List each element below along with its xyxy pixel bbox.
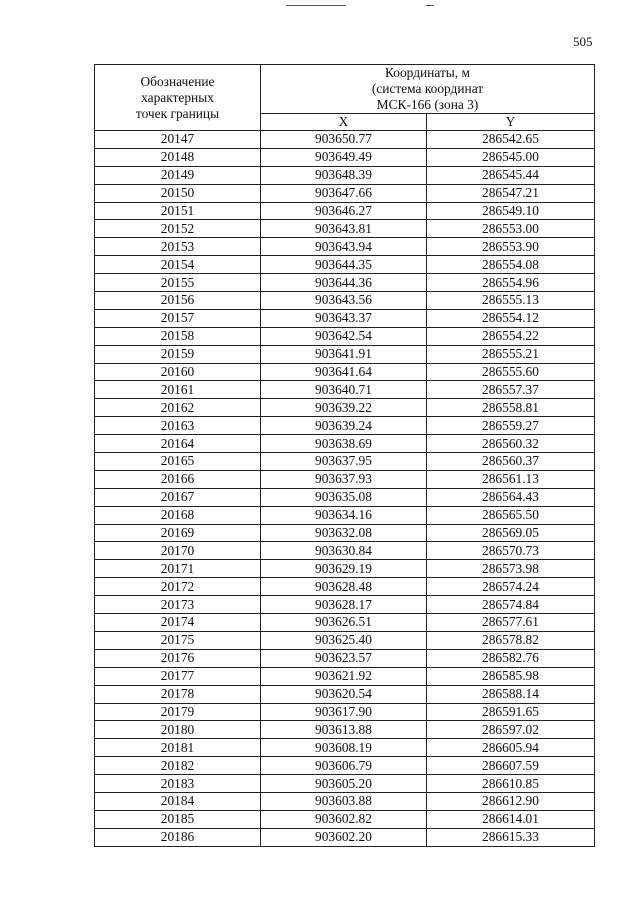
table-row — [95, 309, 595, 327]
y-coordinate-cell: 286614.01 — [427, 810, 595, 828]
point-id-cell: 20177 — [95, 667, 261, 685]
table-row — [95, 220, 595, 238]
y-coordinate-cell: 286585.98 — [427, 667, 595, 685]
header-coords-line: Координаты, м — [385, 65, 470, 80]
y-coordinate-cell: 286555.60 — [427, 363, 595, 381]
x-coordinate-cell: 903602.20 — [261, 828, 427, 846]
point-id-cell: 20170 — [95, 542, 261, 560]
table-row — [95, 828, 595, 846]
table-row — [95, 596, 595, 614]
x-coordinate-cell: 903630.84 — [261, 542, 427, 560]
x-coordinate-cell: 903623.57 — [261, 649, 427, 667]
y-coordinate-cell: 286565.50 — [427, 506, 595, 524]
table-row — [95, 631, 595, 649]
x-coordinate-cell: 903641.64 — [261, 363, 427, 381]
table-row — [95, 202, 595, 220]
x-coordinate-cell: 903625.40 — [261, 631, 427, 649]
table-row — [95, 685, 595, 703]
x-coordinate-cell: 903605.20 — [261, 775, 427, 793]
point-id-cell: 20162 — [95, 399, 261, 417]
page-number: 505 — [573, 34, 593, 49]
y-coordinate-cell: 286577.61 — [427, 614, 595, 632]
y-coordinate-cell: 286557.37 — [427, 381, 595, 399]
x-coordinate-cell: 903632.08 — [261, 524, 427, 542]
y-coordinate-cell: 286569.05 — [427, 524, 595, 542]
x-coordinate-cell: 903637.95 — [261, 453, 427, 471]
y-coordinate-cell: 286553.00 — [427, 220, 595, 238]
x-coordinate-cell: 903608.19 — [261, 739, 427, 757]
top-edge-marks — [286, 2, 436, 8]
y-coordinate-cell: 286547.21 — [427, 184, 595, 202]
x-coordinate-cell: 903650.77 — [261, 131, 427, 149]
y-coordinate-cell: 286582.76 — [427, 649, 595, 667]
table-row — [95, 649, 595, 667]
y-coordinate-cell: 286570.73 — [427, 542, 595, 560]
table-row — [95, 131, 595, 149]
x-coordinate-cell: 903621.92 — [261, 667, 427, 685]
table-row — [95, 327, 595, 345]
table-row — [95, 578, 595, 596]
table-header-row — [95, 65, 595, 114]
point-id-cell: 20157 — [95, 309, 261, 327]
x-coordinate-cell: 903628.17 — [261, 596, 427, 614]
y-coordinate-cell: 286545.00 — [427, 148, 595, 166]
point-id-cell: 20168 — [95, 506, 261, 524]
y-coordinate-cell: 286597.02 — [427, 721, 595, 739]
y-coordinate-cell: 286573.98 — [427, 560, 595, 578]
header-coordinates — [261, 65, 595, 114]
y-coordinate-cell: 286607.59 — [427, 757, 595, 775]
table-row — [95, 739, 595, 757]
point-id-cell: 20163 — [95, 417, 261, 435]
point-id-cell: 20156 — [95, 292, 261, 310]
table-row — [95, 721, 595, 739]
y-coordinate-cell: 286542.65 — [427, 131, 595, 149]
point-id-cell: 20176 — [95, 649, 261, 667]
y-coordinate-cell: 286554.22 — [427, 327, 595, 345]
y-coordinate-cell: 286560.32 — [427, 435, 595, 453]
header-point-line: точек границы — [135, 105, 220, 121]
table-row — [95, 506, 595, 524]
table-row — [95, 292, 595, 310]
point-id-cell: 20166 — [95, 470, 261, 488]
point-id-cell: 20183 — [95, 775, 261, 793]
x-coordinate-cell: 903643.37 — [261, 309, 427, 327]
point-id-cell: 20184 — [95, 792, 261, 810]
top-mark-line — [286, 5, 346, 6]
x-coordinate-cell: 903647.66 — [261, 184, 427, 202]
header-coords-line: (система координат — [371, 81, 484, 96]
y-coordinate-cell: 286559.27 — [427, 417, 595, 435]
x-coordinate-cell: 903641.91 — [261, 345, 427, 363]
table-row — [95, 757, 595, 775]
x-coordinate-cell: 903643.81 — [261, 220, 427, 238]
table-row — [95, 166, 595, 184]
y-coordinate-cell: 286578.82 — [427, 631, 595, 649]
y-coordinate-cell: 286545.44 — [427, 166, 595, 184]
point-id-cell: 20160 — [95, 363, 261, 381]
table-row — [95, 810, 595, 828]
table-row — [95, 399, 595, 417]
point-id-cell: 20165 — [95, 453, 261, 471]
table-row — [95, 381, 595, 399]
point-id-cell: 20186 — [95, 828, 261, 846]
header-coords-line: МСК-166 (зона 3) — [376, 97, 479, 112]
point-id-cell: 20178 — [95, 685, 261, 703]
table-row — [95, 614, 595, 632]
header-point-designation — [95, 65, 261, 131]
table-row — [95, 524, 595, 542]
table-row — [95, 470, 595, 488]
x-coordinate-cell: 903638.69 — [261, 435, 427, 453]
table-row — [95, 274, 595, 292]
x-coordinate-cell: 903628.48 — [261, 578, 427, 596]
table-row — [95, 775, 595, 793]
point-id-cell: 20155 — [95, 274, 261, 292]
header-x: X — [261, 114, 427, 131]
y-coordinate-cell: 286615.33 — [427, 828, 595, 846]
table-row — [95, 488, 595, 506]
x-coordinate-cell: 903629.19 — [261, 560, 427, 578]
table-row — [95, 363, 595, 381]
table-row — [95, 417, 595, 435]
x-coordinate-cell: 903639.22 — [261, 399, 427, 417]
y-coordinate-cell: 286560.37 — [427, 453, 595, 471]
y-coordinate-cell: 286561.13 — [427, 470, 595, 488]
x-coordinate-cell: 903620.54 — [261, 685, 427, 703]
table-row — [95, 345, 595, 363]
y-coordinate-cell: 286610.85 — [427, 775, 595, 793]
y-coordinate-cell: 286591.65 — [427, 703, 595, 721]
table-row — [95, 256, 595, 274]
x-coordinate-cell: 903644.36 — [261, 274, 427, 292]
table-row — [95, 560, 595, 578]
point-id-cell: 20181 — [95, 739, 261, 757]
y-coordinate-cell: 286564.43 — [427, 488, 595, 506]
table-row — [95, 184, 595, 202]
point-id-cell: 20148 — [95, 148, 261, 166]
x-coordinate-cell: 903617.90 — [261, 703, 427, 721]
x-coordinate-cell: 903602.82 — [261, 810, 427, 828]
y-coordinate-cell: 286554.08 — [427, 256, 595, 274]
x-coordinate-cell: 903642.54 — [261, 327, 427, 345]
point-id-cell: 20161 — [95, 381, 261, 399]
point-id-cell: 20174 — [95, 614, 261, 632]
x-coordinate-cell: 903606.79 — [261, 757, 427, 775]
y-coordinate-cell: 286555.21 — [427, 345, 595, 363]
header-point-line: характерных — [141, 89, 214, 105]
point-id-cell: 20158 — [95, 327, 261, 345]
header-y: Y — [427, 114, 595, 131]
x-coordinate-cell: 903639.24 — [261, 417, 427, 435]
y-coordinate-cell: 286612.90 — [427, 792, 595, 810]
table-row — [95, 542, 595, 560]
point-id-cell: 20149 — [95, 166, 261, 184]
x-coordinate-cell: 903640.71 — [261, 381, 427, 399]
y-coordinate-cell: 286555.13 — [427, 292, 595, 310]
point-id-cell: 20151 — [95, 202, 261, 220]
x-coordinate-cell: 903626.51 — [261, 614, 427, 632]
y-coordinate-cell: 286553.90 — [427, 238, 595, 256]
y-coordinate-cell: 286558.81 — [427, 399, 595, 417]
x-coordinate-cell: 903635.08 — [261, 488, 427, 506]
boundary-points-table — [94, 64, 595, 847]
table-row — [95, 148, 595, 166]
point-id-cell: 20179 — [95, 703, 261, 721]
y-coordinate-cell: 286588.14 — [427, 685, 595, 703]
table-row — [95, 792, 595, 810]
point-id-cell: 20154 — [95, 256, 261, 274]
x-coordinate-cell: 903613.88 — [261, 721, 427, 739]
point-id-cell: 20171 — [95, 560, 261, 578]
x-coordinate-cell: 903648.39 — [261, 166, 427, 184]
y-coordinate-cell: 286554.96 — [427, 274, 595, 292]
table-row — [95, 703, 595, 721]
table-row — [95, 238, 595, 256]
point-id-cell: 20159 — [95, 345, 261, 363]
point-id-cell: 20167 — [95, 488, 261, 506]
y-coordinate-cell: 286549.10 — [427, 202, 595, 220]
point-id-cell: 20152 — [95, 220, 261, 238]
point-id-cell: 20180 — [95, 721, 261, 739]
x-coordinate-cell: 903643.94 — [261, 238, 427, 256]
y-coordinate-cell: 286605.94 — [427, 739, 595, 757]
point-id-cell: 20164 — [95, 435, 261, 453]
point-id-cell: 20173 — [95, 596, 261, 614]
point-id-cell: 20172 — [95, 578, 261, 596]
point-id-cell: 20185 — [95, 810, 261, 828]
x-coordinate-cell: 903644.35 — [261, 256, 427, 274]
top-mark-dash — [426, 5, 434, 6]
y-coordinate-cell: 286574.84 — [427, 596, 595, 614]
point-id-cell: 20153 — [95, 238, 261, 256]
x-coordinate-cell: 903603.88 — [261, 792, 427, 810]
point-id-cell: 20147 — [95, 131, 261, 149]
point-id-cell: 20175 — [95, 631, 261, 649]
table-body — [95, 131, 595, 847]
y-coordinate-cell: 286574.24 — [427, 578, 595, 596]
x-coordinate-cell: 903634.16 — [261, 506, 427, 524]
x-coordinate-cell: 903646.27 — [261, 202, 427, 220]
x-coordinate-cell: 903643.56 — [261, 292, 427, 310]
x-coordinate-cell: 903649.49 — [261, 148, 427, 166]
point-id-cell: 20150 — [95, 184, 261, 202]
y-coordinate-cell: 286554.12 — [427, 309, 595, 327]
point-id-cell: 20182 — [95, 757, 261, 775]
table-row — [95, 435, 595, 453]
x-coordinate-cell: 903637.93 — [261, 470, 427, 488]
point-id-cell: 20169 — [95, 524, 261, 542]
header-point-line: Обозначение — [140, 73, 215, 89]
table-row — [95, 667, 595, 685]
table-row — [95, 453, 595, 471]
